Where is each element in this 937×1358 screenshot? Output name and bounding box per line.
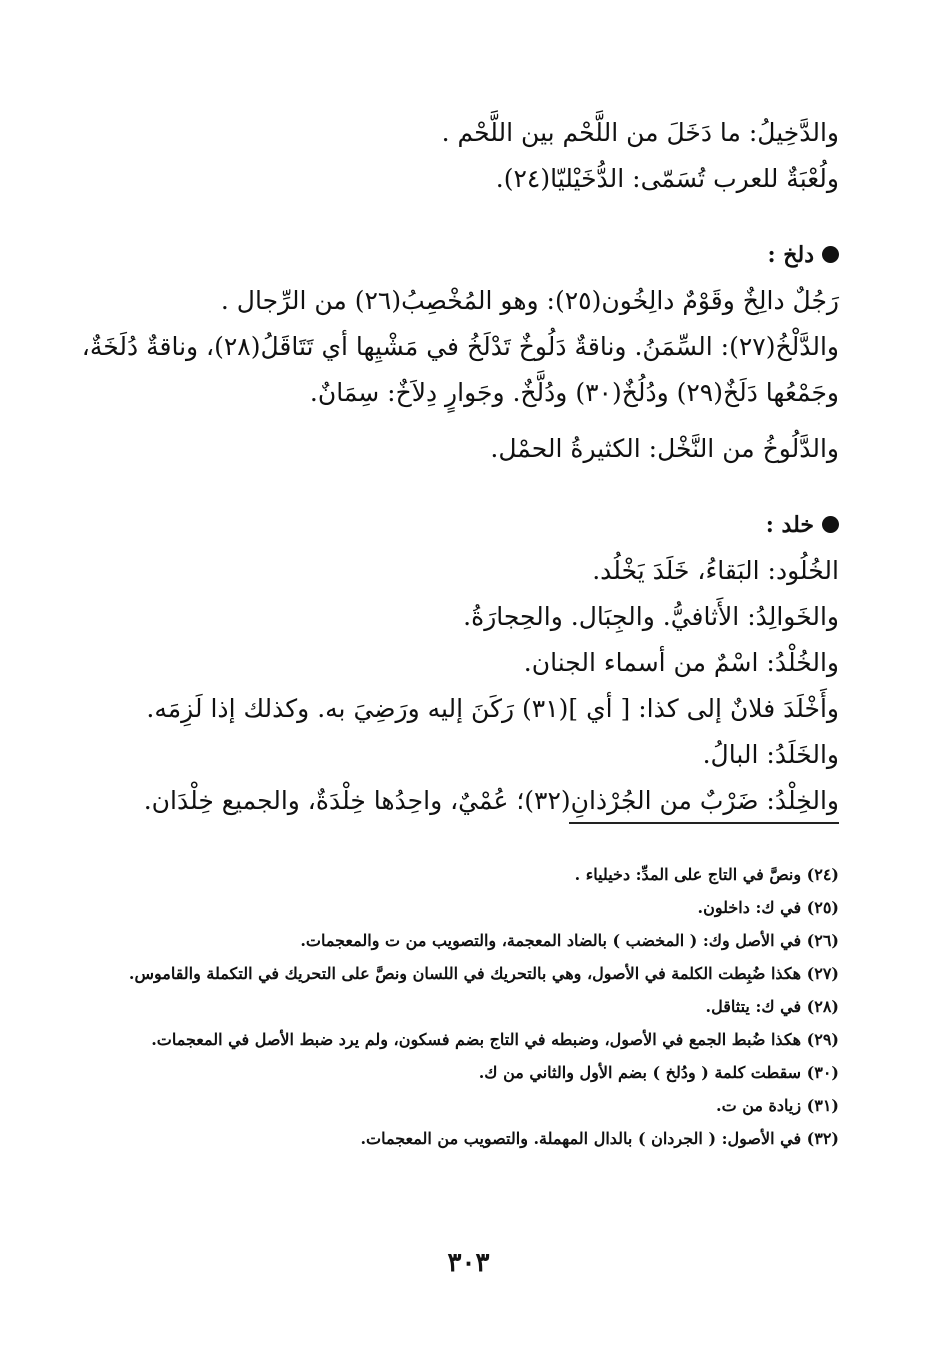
entry-line: والدَّلْخُ(٢٧): السِّمَنُ. وناقةٌ دَلُوخٌ تَدْلَخُ في مَشْيِها أي تَتَاقَلُ(٢٨)، وناقةٌ دُلَخَةٌ،	[81, 332, 839, 361]
footnote: (٣٢) في الأصول: ( الجردان ) بالدال المهملة. والتصويب من المعجمات.	[360, 1129, 839, 1148]
entry-line: والدَّلُوخُ من النَّخْل: الكثيرةُ الحمْل.	[490, 434, 839, 463]
footnotes	[104, 858, 839, 1155]
entry-line: الخُلُود: البَقاءُ، خَلَدَ يَخْلُد.	[592, 556, 839, 585]
root-heading-dlkh	[79, 232, 839, 278]
entry-line: رَجُلٌ دالِخٌ وقَوْمٌ دالِخُون(٢٥): وهو المُخْصِبُ(٢٦) من الرِّجال .	[220, 286, 839, 315]
root-heading-label: دلخ :	[767, 242, 814, 268]
footnote: (٣١) زيادة من ت.	[716, 1096, 839, 1115]
entry-line: والخِلْدُ: ضَرْبٌ من الجُرْذانِ(٣٢)؛ عُمْيٌ، واحِدُها خِلْدَةٌ، والجميع خِلْدَان.	[143, 786, 839, 815]
main-text	[79, 110, 839, 824]
entry-line: وأَخْلَدَ فلانٌ إلى كذا: [ أي ](٣١) رَكَنَ إليه ورَضِيَ به. وكذلك إذا لَزِمَه.	[146, 694, 839, 723]
footnote: (٢٧) هكذا ضُبِطت الكلمة في الأصول، وهي بالتحريك في اللسان ونصَّ على التحريك في التكملة والقاموس.	[128, 964, 839, 983]
entry-line: والخَلَدُ: البالُ.	[702, 740, 839, 769]
footnote: (٢٨) في ك: يتثاقل.	[705, 997, 839, 1016]
footnote-divider	[569, 822, 839, 824]
entry-line: وجَمْعُها دَلَخٌ(٢٩) ودُلُخٌ(٣٠) ودُلَّخٌ. وجَوارٍ دِلاَخٌ: سِمَانٌ.	[309, 378, 839, 407]
root-heading-khld	[79, 502, 839, 548]
entry-line: والدَّخِيلُ: ما دَخَلَ من اللَّحْم بين اللَّحْم .	[441, 118, 839, 147]
bullet-icon	[822, 246, 839, 263]
footnote: (٢٥) في ك: داخلون.	[697, 898, 839, 917]
footnote: (٣٠) سقطت كلمة ( ودُلخ ) بضم الأول والثاني من ك.	[478, 1063, 839, 1082]
bullet-icon	[822, 516, 839, 533]
line-gap	[79, 416, 839, 426]
footnote: (٢٦) في الأصل وك: ( المخضب ) بالضاد المعجمة، والتصويب من ت والمعجمات.	[300, 931, 839, 950]
entry-line: ولُعْبَةٌ للعرب تُسَمّى: الدُّخَيْليّا(٢٤).	[495, 164, 839, 193]
entry-line: والخُلْدُ: اسْمٌ من أسماء الجنان.	[523, 648, 839, 677]
section-gap	[79, 472, 839, 502]
section-gap	[79, 202, 839, 232]
footnote: (٢٩) هكذا ضُبط الجمع في الأصول، وضبطه في التاج بضم فسكون، ولم يرد ضبط الأصل في المعجمات.	[151, 1030, 839, 1049]
entry-line: والخَوالِدُ: الأَثافيُّ. والجِبَال. والحِجارَةُ.	[463, 602, 839, 631]
footnote: (٢٤) ونصَّ في التاج على المدِّ: دخيلياء .	[574, 865, 839, 884]
root-heading-label: خلد :	[765, 512, 814, 538]
page-number: ٣٠٣	[447, 1248, 490, 1278]
